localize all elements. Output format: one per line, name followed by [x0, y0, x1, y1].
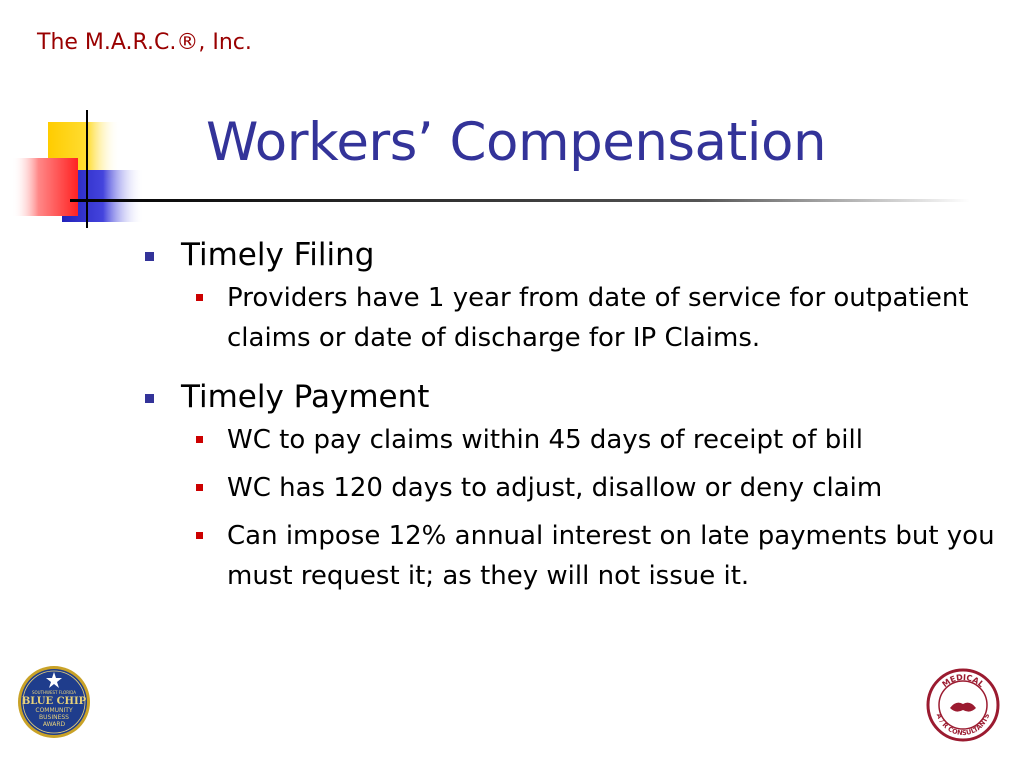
blue-chip-award-logo: [16, 664, 92, 740]
medical-ar-consultants-logo: [926, 668, 1000, 742]
square-bullet-icon: [196, 532, 203, 539]
bullet-heading: Timely Payment: [181, 379, 430, 415]
svg-text:A / R CONSULTANTS: A / R CONSULTANTS: [934, 712, 992, 738]
sub-bullet: [190, 278, 1005, 358]
company-name: The M.A.R.C.®, Inc.: [37, 30, 252, 55]
svg-text:MEDICAL: MEDICAL: [940, 672, 986, 690]
sub-bullet-text: WC to pay claims within 45 days of receipt of bill: [227, 425, 863, 455]
bullet-timely-filing: [145, 234, 1005, 276]
bullet-heading: Timely Filing: [181, 237, 375, 273]
title-divider: [70, 199, 970, 202]
svg-text:BUSINESS: BUSINESS: [39, 714, 69, 721]
square-bullet-icon: [145, 252, 154, 261]
slide-title: Workers’ Compensation: [206, 112, 827, 173]
sub-bullet: [190, 420, 1005, 460]
square-bullet-icon: [145, 394, 154, 403]
svg-text:AWARD: AWARD: [42, 721, 66, 728]
square-bullet-icon: [196, 294, 203, 301]
sub-bullet: [190, 468, 1005, 508]
sub-bullet: [190, 516, 1005, 596]
svg-text:COMMUNITY: COMMUNITY: [35, 707, 73, 714]
square-bullet-icon: [196, 484, 203, 491]
slide-body: [145, 234, 1005, 604]
sub-bullet-text: Can impose 12% annual interest on late payments but you must request it; as they will not issue it.: [227, 521, 995, 591]
red-square: [12, 158, 78, 216]
svg-text:SOUTHWEST FLORIDA: SOUTHWEST FLORIDA: [31, 690, 77, 695]
square-bullet-icon: [196, 436, 203, 443]
sub-bullet-text: WC has 120 days to adjust, disallow or deny claim: [227, 473, 883, 503]
sub-bullet-text: Providers have 1 year from date of service for outpatient claims or date of discharge for IP Claims.: [227, 283, 969, 353]
svg-text:BLUE CHIP: BLUE CHIP: [21, 696, 87, 707]
bullet-timely-payment: [145, 376, 1005, 418]
